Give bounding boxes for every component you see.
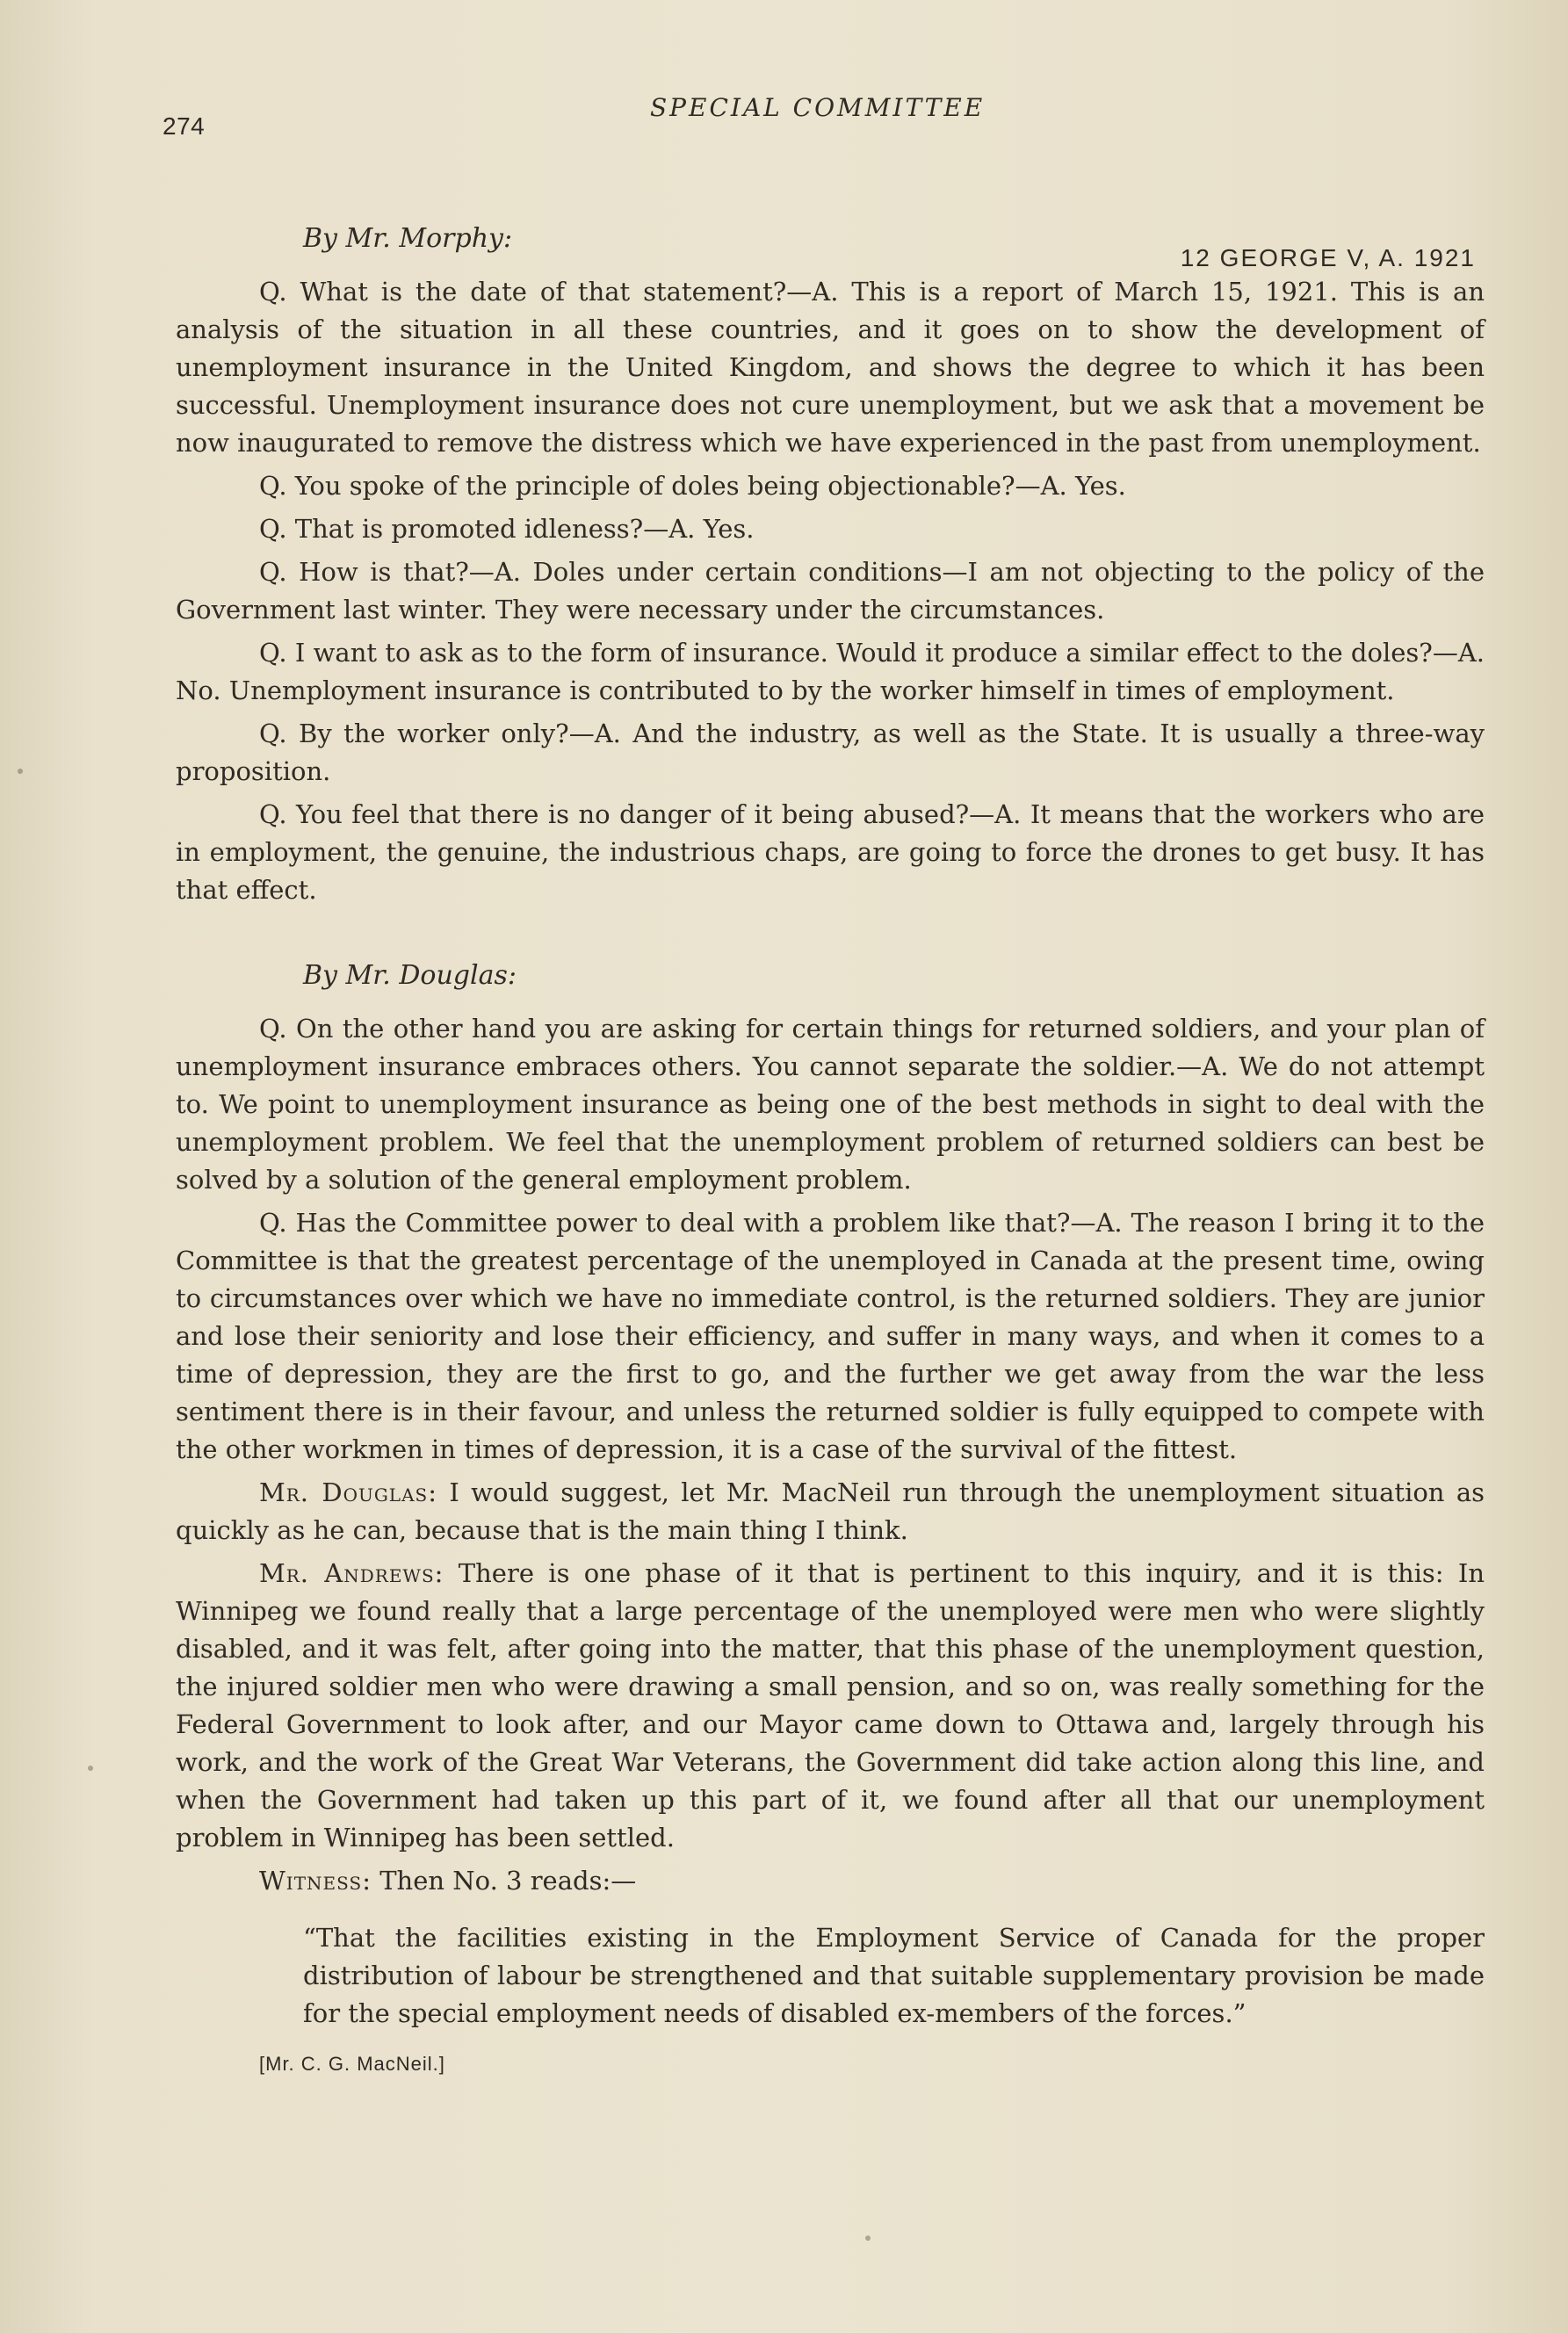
paper-speck	[865, 2235, 871, 2241]
statement-text: Then No. 3 reads:—	[379, 1866, 637, 1896]
qa-paragraph: Q. You feel that there is no danger of it being abused?—A. It means that the workers who are in employment, the genuine, the industrious chaps, are going to force the drones to get busy. It has that effect.	[176, 799, 1485, 905]
statement-witness	[176, 1862, 1485, 1900]
qa-paragraph: Q. You spoke of the principle of doles being objectionable?—A. Yes.	[259, 471, 1126, 501]
speaker-name: Witness:	[259, 1866, 372, 1896]
witness-byline: [Mr. C. G. MacNeil.]	[259, 2053, 445, 2075]
qa-paragraph: Q. What is the date of that statement?—A. This is a report of March 15, 1921. This is an analysis of the situation in all these countries, and it goes on to show the development of unemployment insurance in the United Kingdom, and shows the degree to which it has been successful. Unemployment insurance does not cure unemployment, but we ask that a movement be now inaugurated to remove the distress which we have experienced in the past from unemployment.	[176, 277, 1485, 458]
page-body	[176, 220, 1485, 2083]
qa-paragraph: Q. Has the Committee power to deal with a problem like that?—A. The reason I bring it to the Committee is that the greatest percentage of the unemployed in Canada at the present time, owing to circumstances over which we have no immediate control, is the returned soldiers. They are junior and lose their seniority and lose their efficiency, and suffer in many ways, and when it comes to a time of depression, they are the first to go, and the further we get away from the war the less sentiment there is in their favour, and unless the returned soldier is fully equipped to compete with the other workmen in times of depression, it is a case of the survival of the fittest.	[176, 1208, 1485, 1464]
statement-andrews	[176, 1555, 1485, 1857]
qa-paragraph: Q. On the other hand you are asking for certain things for returned soldiers, and your plan of unemployment insurance embraces others. You cannot separate the soldier.—A. We do not attempt to. We point to unemployment insurance as being one of the best methods in sight to deal with the unemployment problem. We feel that the unemployment problem of returned soldiers can best be solved by a solution of the general employment problem.	[176, 1014, 1485, 1195]
statement-text: There is one phase of it that is pertinent to this inquiry, and it is this: In Winnipeg we found really that a large percentage of the unemployed were men who were slightly disabled, and it was felt, after going into the matter, that this phase of the unemployment question, the injured soldier men who were drawing a small pension, and so on, was really something for the Federal Government to look after, and our Mayor came down to Ottawa and, largely through his work, and the work of the Great War Veterans, the Government did take action along this line, and when the Government had taken up this part of it, we found after all that our unemployment problem in Winnipeg has been settled.	[176, 1558, 1485, 1853]
speaker-name: Mr. Andrews:	[259, 1558, 444, 1588]
paper-speck	[88, 1766, 93, 1771]
section-heading-morphy: By Mr. Morphy:	[303, 223, 513, 254]
statement-text: I would suggest, let Mr. MacNeil run through the unemployment situation as quickly as he can, because that is the main thing I think.	[176, 1477, 1485, 1545]
block-quote: “That the facilities existing in the Employment Service of Canada for the proper distribution of labour be strengthened and that suitable supplementary provision be made for the special employment needs of disabled ex-members of the forces.”	[303, 1923, 1485, 2028]
qa-paragraph: Q. How is that?—A. Doles under certain conditions—I am not objecting to the policy of the Government last winter. They were necessary under the circumstances.	[176, 557, 1485, 625]
qa-paragraph: Q. By the worker only?—A. And the industry, as well as the State. It is usually a three-way proposition.	[176, 719, 1485, 786]
section-heading-douglas: By Mr. Douglas:	[303, 960, 517, 991]
qa-paragraph: Q. I want to ask as to the form of insurance. Would it produce a similar effect to the doles?—A. No. Unemployment insurance is contributed to by the worker himself in times of employment.	[176, 638, 1485, 705]
qa-paragraph: Q. That is promoted idleness?—A. Yes.	[259, 514, 755, 544]
page-number: 274	[163, 112, 206, 140]
speaker-name: Mr. Douglas:	[259, 1477, 437, 1507]
running-head: SPECIAL COMMITTEE	[650, 93, 986, 122]
session-reference: 12 GEORGE V, A. 1921	[1180, 244, 1476, 271]
statement-douglas	[176, 1474, 1485, 1549]
paper-speck	[18, 769, 23, 774]
